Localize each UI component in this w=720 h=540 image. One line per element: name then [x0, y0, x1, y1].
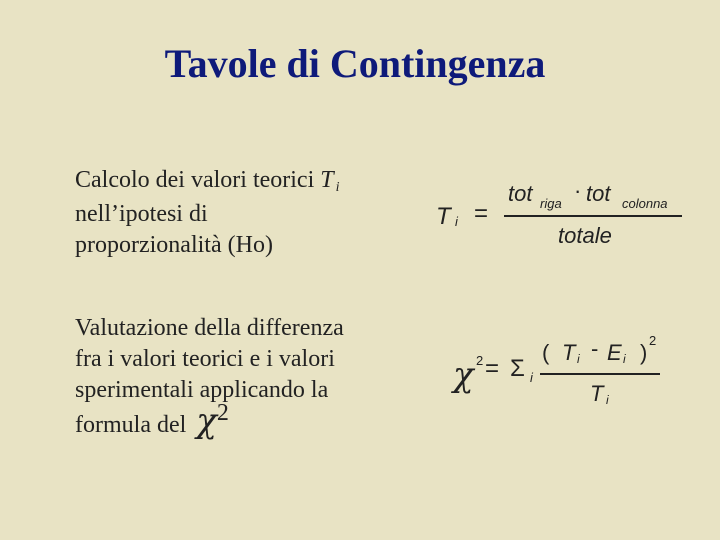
denominator-subscript: i — [606, 393, 609, 407]
chi-superscript: 2 — [216, 400, 229, 426]
formula-chi-square — [450, 333, 680, 418]
t-symbol: T — [320, 167, 334, 193]
left-paren: ( — [542, 340, 550, 365]
text-line: proporzionalità (Ho) — [75, 232, 273, 258]
equals-sign: = — [485, 355, 500, 382]
chi-symbol: χ — [196, 401, 217, 441]
e-symbol: E — [607, 340, 622, 365]
fraction-bar — [540, 373, 660, 375]
denominator: T — [590, 381, 604, 406]
slide-title-text: Tavole di Contingenza — [164, 41, 546, 86]
t-subscript: i — [577, 352, 580, 366]
t-subscript: i — [335, 180, 340, 195]
formula-lhs: T — [436, 203, 451, 230]
e-subscript: i — [623, 352, 626, 366]
text-block-chi-square — [75, 313, 415, 441]
text-fragment: formula del — [75, 412, 193, 438]
formula-lhs-subscript: i — [455, 214, 458, 229]
slide-title — [0, 40, 720, 87]
text-fragment: Calcolo dei valori teorici — [75, 167, 321, 193]
minus-sign: - — [591, 336, 599, 361]
numerator-subscript: colonna — [622, 196, 668, 211]
text-line — [75, 165, 415, 199]
multiply-dot: · — [574, 178, 582, 203]
numerator-term: tot — [508, 181, 533, 206]
text-block-expected-values — [75, 165, 415, 261]
text-line: fra i valori teorici e i valori — [75, 346, 335, 372]
text-line: sperimentali applicando la — [75, 377, 329, 403]
t-symbol: T — [562, 340, 576, 365]
sigma-subscript: i — [530, 370, 533, 385]
denominator: totale — [558, 223, 612, 248]
chi-symbol: χ — [453, 355, 474, 395]
numerator-term: tot — [586, 181, 611, 206]
formula-expected-value — [430, 178, 690, 258]
equals-sign: = — [474, 200, 489, 227]
fraction-bar — [504, 215, 682, 217]
text-line — [75, 400, 415, 441]
exponent: 2 — [649, 333, 657, 348]
text-line: nell’ipotesi di — [75, 201, 208, 227]
text-line: Valutazione della differenza — [75, 315, 344, 341]
sigma-symbol: Σ — [510, 355, 525, 382]
numerator-subscript: riga — [540, 196, 562, 211]
chi-superscript: 2 — [476, 353, 484, 368]
right-paren: ) — [640, 340, 648, 365]
